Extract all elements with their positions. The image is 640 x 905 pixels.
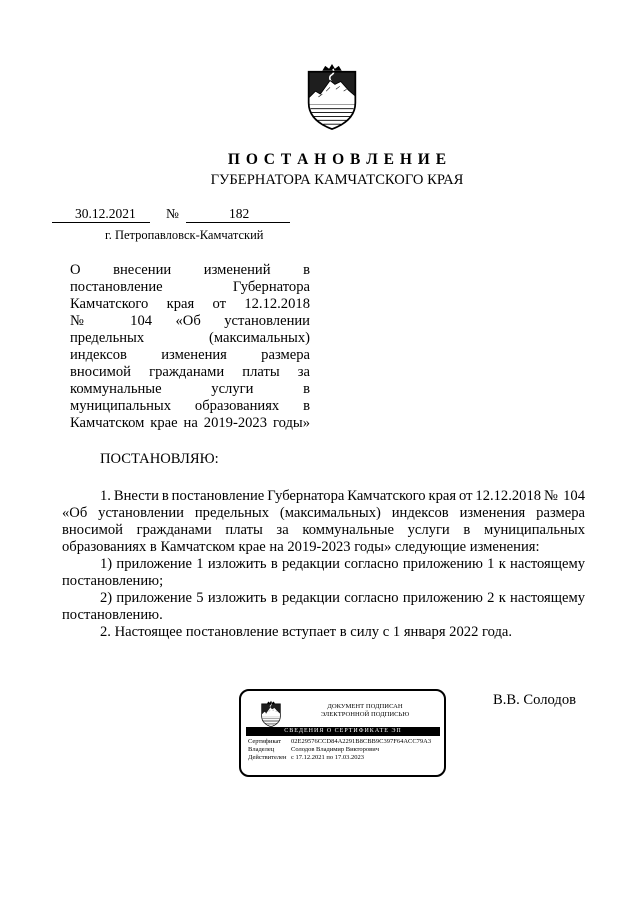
body-line: 1. Внести в постановление Губернатора Камчатского края от 12.12.2018 № 104: [100, 487, 585, 504]
document-type-title: П О С Т А Н О В Л Е Н И Е: [227, 151, 448, 168]
heading-line: муниципальных образованиях в: [70, 398, 310, 414]
body-line: «Об установлении предельных (максимальных) индексов изменения размера: [62, 504, 585, 521]
heading-line: коммунальные услуги в: [70, 381, 310, 397]
stamp-heading: [315, 703, 415, 719]
number-underline: [186, 222, 290, 223]
date-underline: [52, 222, 150, 223]
place-of-issue: г. Петропавловск-Камчатский: [105, 228, 264, 242]
signer-name: В.В. Солодов: [493, 691, 577, 708]
electronic-signature-stamp: [239, 689, 446, 777]
body-line: 2. Настоящее постановление вступает в силу с 1 января 2022 года.: [100, 623, 513, 640]
heading-line: постановление Губернатора: [70, 279, 310, 295]
certificate-row: [248, 738, 440, 746]
body-line: постановлению.: [62, 606, 163, 623]
decree-word: ПОСТАНОВЛЯЮ:: [100, 451, 219, 467]
document-heading: [70, 262, 310, 432]
stamp-heading-line: ЭЛЕКТРОННОЙ ПОДПИСЬЮ: [320, 711, 410, 718]
document-number: 182: [229, 206, 250, 221]
body-line: 1) приложение 1 изложить в редакции согласно приложению 1 к настоящему: [100, 555, 585, 572]
body-line: вносимой гражданами платы за коммунальные услуги в муниципальных: [62, 521, 585, 538]
validity-value: с 17.12.2021 по 17.03.2023: [291, 754, 364, 761]
body-line: постановлению;: [62, 572, 164, 589]
heading-line: № 104 «Об установлении: [70, 313, 310, 329]
heading-line: индексов изменения размера: [70, 347, 310, 363]
certificate-label: Сертификат: [248, 738, 282, 745]
owner-value: Солодов Владимир Викторович: [291, 746, 379, 753]
heading-line: Камчатском крае на 2019-2023 годы»: [70, 415, 310, 431]
heading-line: вносимой гражданами платы за: [70, 364, 310, 380]
certificate-info-band: СВЕДЕНИЯ О СЕРТИФИКАТЕ ЭП: [246, 727, 440, 736]
certificate-details: [248, 738, 440, 762]
validity-row: [248, 754, 440, 762]
heading-line: О внесении изменений в: [70, 262, 310, 278]
number-sign: №: [166, 206, 179, 221]
document-date: 30.12.2021: [75, 206, 136, 221]
issuer-subtitle: ГУБЕРНАТОРА КАМЧАТСКОГО КРАЯ: [210, 172, 464, 188]
heading-line: Камчатского края от 12.12.2018: [70, 296, 310, 312]
owner-row: [248, 746, 440, 754]
coat-of-arms-icon: [302, 62, 362, 132]
coat-of-arms-icon: [257, 700, 285, 728]
certificate-value: 02E29576CCD84A2291B8CBB9C397F64ACC79A3: [291, 738, 432, 745]
body-line: образованиях в Камчатском крае на 2019-2023 годы» следующие изменения:: [62, 538, 540, 555]
document-body: [62, 488, 585, 641]
validity-label: Действителен: [248, 754, 287, 761]
heading-line: предельных (максимальных): [70, 330, 310, 346]
body-line: 2) приложение 5 изложить в редакции согласно приложению 2 к настоящему: [100, 589, 585, 606]
stamp-heading-line: ДОКУМЕНТ ПОДПИСАН: [327, 703, 403, 710]
owner-label: Владелец: [248, 746, 275, 753]
